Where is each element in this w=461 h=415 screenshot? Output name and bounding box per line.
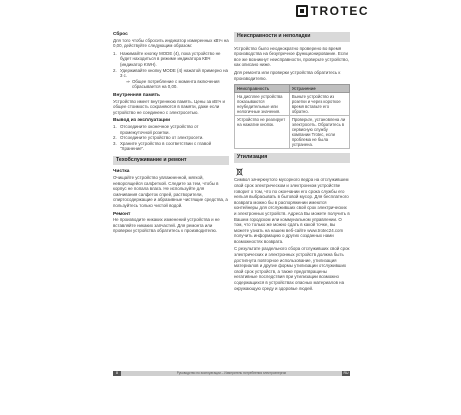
table-row <box>235 116 350 149</box>
cleaning-heading: Чистка <box>113 169 130 175</box>
faults-band: Неисправности и неполадки <box>234 32 350 42</box>
brand-name: TROTEC <box>310 4 369 18</box>
table-header-fault: Неисправность <box>235 85 290 93</box>
footer-language-code: RU <box>343 371 349 375</box>
shutdown-step: 3. Храните устройство в соответствии с главой "Хранение". <box>113 140 212 152</box>
table-cell-fault: На дисплее устройства показываются неубедительные или нелогичные значения. <box>235 93 290 116</box>
crossed-bin-svg <box>236 168 243 176</box>
cleaning-text: Очищайте устройство увлажненной, мягкой, неворсящейся салфеткой. Следите за тем, чтобы в корпус не попала влага. Не используйте для смачивания салфеток спрей, растворители, спиртосодержащие и абразивные чистящие средства, а пользуйтесь только чистой водой. <box>113 175 228 209</box>
footer-title: Руководство по эксплуатации – Измеритель потребления электроэнергии <box>176 371 287 375</box>
table-row <box>235 93 350 116</box>
footer-page-number: 8 <box>113 371 121 376</box>
reset-heading: Сброс <box>113 32 128 37</box>
faults-intro-contact: Для ремонта или проверки устройства обратитесь к производителю. <box>234 69 341 81</box>
faults-intro: Устройство было неоднократно проверено во время производства на безупречное функционирование. Если все же возникнут неисправности, проверьте устройство, как описано ниже. <box>234 45 349 68</box>
shutdown-heading: Вывод из эксплуатации <box>113 118 171 124</box>
memory-text: Устройство имеет внутреннюю память. Цены за кВтч и общее стоимость сохраняются в памяти, даже если устройство не соединено с электросетью. <box>113 98 225 115</box>
crossed-bin-icon <box>236 168 243 176</box>
disposal-text: Символ зачеркнутого мусорного ведра на отслужившем свой срок электрическом и электронном устройстве говорит о том, что по окончании его срока службы его нельзя выбрасывать в бытовой мусор. Для бесплатного возврата можно бы в распоряжении имеются контейнеры для отслуживших свой срок электрических и электронных устройств. Адреса Вы можете получить в Вашем городском или коммунальном управлении. О том, что только же можно сдать в какой точке, вы можете узнать на нашем веб-сайте www.trotec24.com получить информацию о других созданных нами возможностях возврата. <box>234 177 350 244</box>
table-header-row <box>235 85 350 93</box>
maintenance-band: Техобслуживание и ремонт <box>113 156 229 166</box>
reset-result: ⇒ Общее потребление с момента включения сбрасывается на 0,00. <box>126 78 220 90</box>
disposal-band: Утилизация <box>234 153 350 163</box>
reset-step: 1. Нажимайте кнопку MODE (4), пока устройство не будет находиться в режиме индикатора КВЧ (индикатор KWH). <box>113 50 221 67</box>
reset-steps <box>113 51 229 90</box>
left-column <box>113 32 229 236</box>
right-column <box>234 32 350 293</box>
table-cell-fault: Устройство не реагирует на нажатие кнопок. <box>235 116 290 149</box>
arrow-icon: ⇒ <box>126 78 130 84</box>
faults-table <box>234 84 350 149</box>
table-cell-fix: Выньте устройство из розетки и через короткое время вставьте его обратно. <box>289 93 349 116</box>
shutdown-step: 1. Отсоедините оконечное устройство от промежуточной розетки. <box>113 123 199 135</box>
page-footer <box>113 371 350 376</box>
reset-text: Для того чтобы сбросить индикатор измеренных кВтч на 0,00, действуйте следующим образом: <box>113 37 229 49</box>
shutdown-step: 2. Отсоедините устройство от электросети. <box>113 135 204 141</box>
table-header-fix: Устранение <box>289 85 349 93</box>
brand-logo <box>296 4 369 18</box>
table-cell-fix: Проверьте, установлена ли электросеть. Обратитесь в сервисную службу компании Trotec, если проблема не была устранена. <box>289 116 349 149</box>
reset-step: 2. Удерживайте кнопку MODE (4) нажатой примерно на 3 с. <box>113 67 228 79</box>
disposal-text-2: С результате раздельного сбора отслуживших свой срок электрических и электронных устройств должна быть достигнута повторное использование, утилизация материалов и другие формы утилизации отслуживших свой срок устройств, а также предотвращены негативные последствия при утилизации возможно содержащихся в устройствах опасных материалов на окружающую среду и здоровье людей. <box>234 246 350 291</box>
trotec-logo-icon <box>296 5 308 17</box>
repair-text: Не производите никаких изменений устройства и не вставляйте никаких запчастей. Для ремонта или проверки устройства обратитесь к производителю. <box>113 217 220 234</box>
repair-heading: Ремонт <box>113 211 131 217</box>
memory-heading: Внутренняя память <box>113 92 160 98</box>
shutdown-steps <box>113 124 229 152</box>
